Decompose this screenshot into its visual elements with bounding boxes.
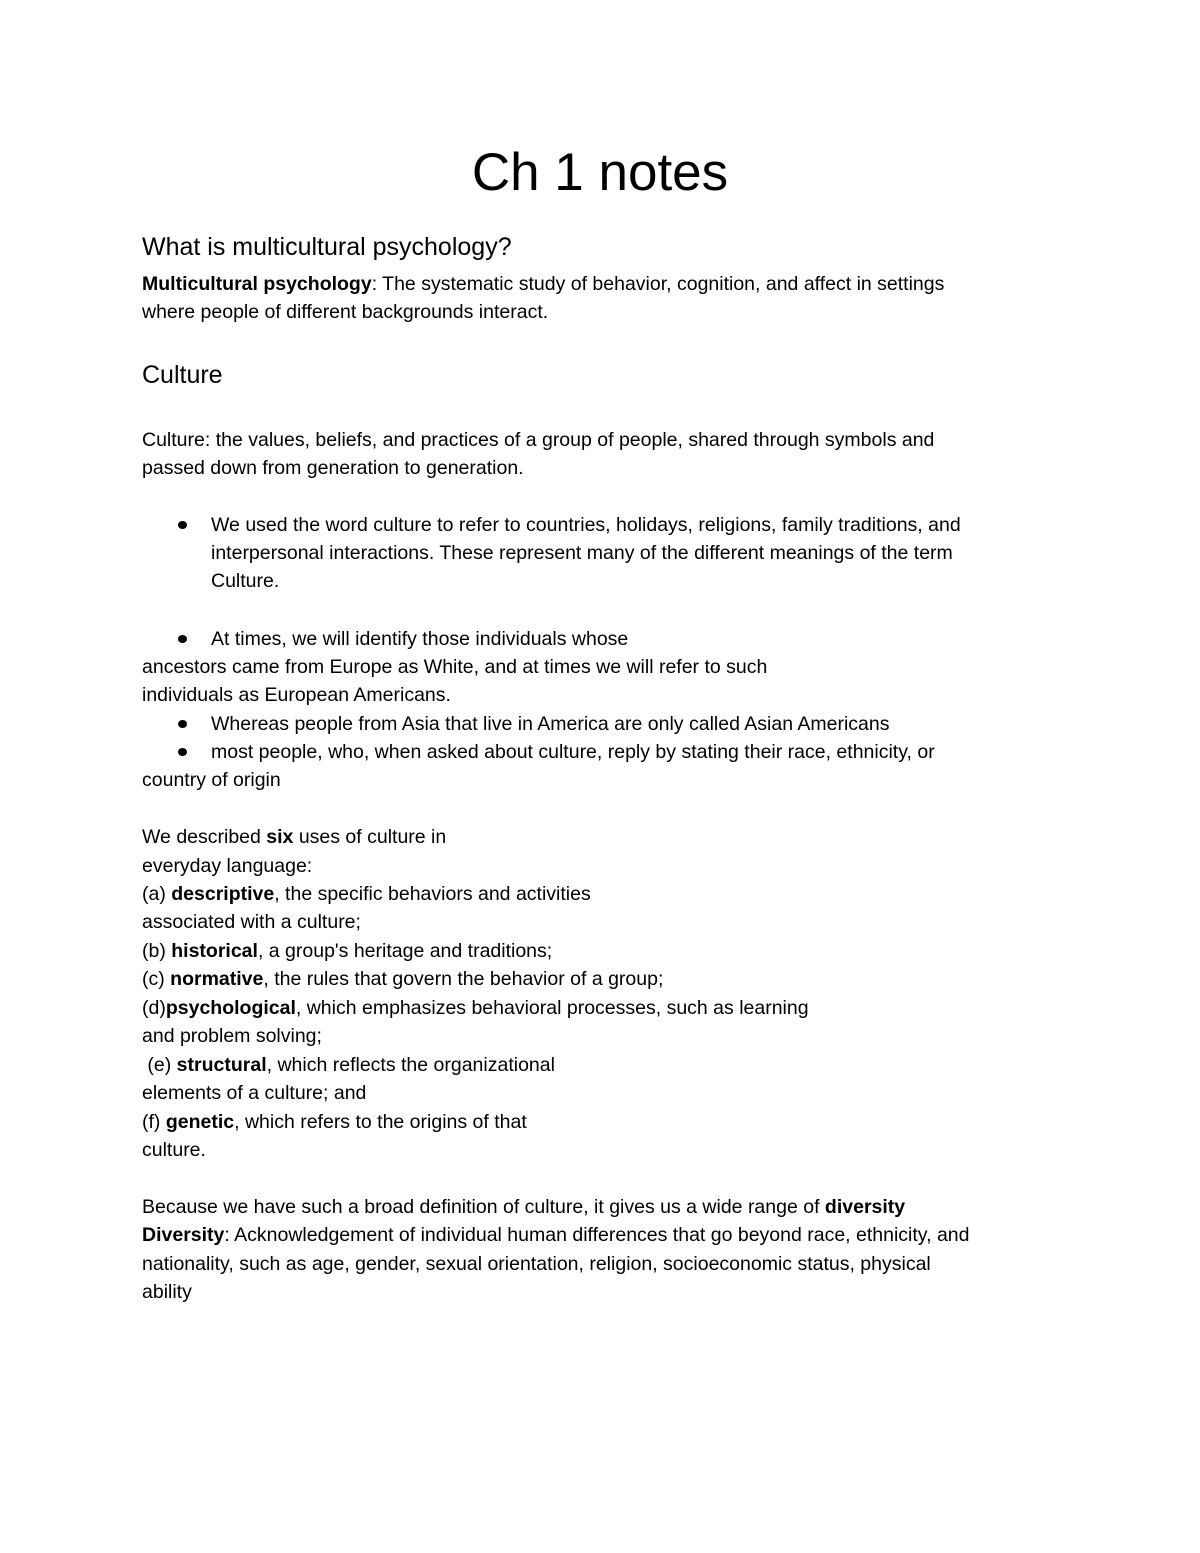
section-heading-multicultural-psychology: What is multicultural psychology? <box>142 233 512 261</box>
bullet-item-culture-uses: We used the word culture to refer to countries, holidays, religions, family traditions, and <box>211 514 961 536</box>
use-a-descriptive-cont: associated with a culture; <box>142 911 361 933</box>
term-descriptive: descriptive <box>171 883 275 905</box>
list-marker: (e) <box>142 1054 177 1076</box>
term-psychological: psychological <box>165 997 296 1019</box>
emphasis-six: six <box>266 826 294 848</box>
culture-definition-cont: passed down from generation to generation. <box>142 457 524 479</box>
use-d-psychological-cont: and problem solving; <box>142 1025 322 1047</box>
bullet-dot <box>178 720 187 728</box>
list-marker: (a) <box>142 883 172 905</box>
use-c-normative <box>142 965 663 994</box>
term-normative: normative <box>170 968 264 990</box>
list-marker: (c) <box>142 968 171 990</box>
text: , a group's heritage and traditions; <box>257 940 553 962</box>
bullet-item-culture-reply: most people, who, when asked about culture, reply by stating their race, ethnicity, or <box>211 741 935 763</box>
multicultural-psychology-definition <box>142 270 944 299</box>
bullet-dot <box>178 635 187 643</box>
term-historical: historical <box>171 940 258 962</box>
bullet-item-white-identification-cont: ancestors came from Europe as White, and at times we will refer to such <box>142 656 768 678</box>
six-uses-intro-cont: everyday language: <box>142 855 313 877</box>
definition-text: : The systematic study of behavior, cognition, and affect in settings <box>371 273 945 295</box>
use-e-structural-cont: elements of a culture; and <box>142 1082 367 1104</box>
use-a-descriptive <box>142 880 591 909</box>
text: We described <box>142 826 267 848</box>
multicultural-psychology-definition-cont: where people of different backgrounds interact. <box>142 301 549 323</box>
list-marker: (d) <box>142 997 166 1019</box>
bullet-item-culture-uses-cont: interpersonal interactions. These represent many of the different meanings of the term <box>211 542 953 564</box>
page-title: Ch 1 notes <box>471 143 729 202</box>
text: , which emphasizes behavioral processes, such as learning <box>295 997 809 1019</box>
list-marker: (f) <box>142 1111 166 1133</box>
section-heading-culture: Culture <box>142 361 223 389</box>
text: uses of culture in <box>293 826 447 848</box>
bullet-item-culture-reply-cont: country of origin <box>142 769 281 791</box>
use-b-historical <box>142 937 552 966</box>
text: Because we have such a broad definition of culture, it gives us a wide range of <box>142 1196 825 1218</box>
diversity-definition-cont: ability <box>142 1281 192 1303</box>
bullet-item-white-identification: At times, we will identify those individuals whose <box>211 628 629 650</box>
term-genetic: genetic <box>165 1111 235 1133</box>
bullet-item-asian-americans: Whereas people from Asia that live in America are only called Asian Americans <box>211 713 890 735</box>
diversity-intro <box>142 1193 905 1222</box>
text: , which refers to the origins of that <box>234 1111 527 1133</box>
bullet-dot <box>178 748 187 756</box>
term-multicultural-psychology: Multicultural psychology <box>142 273 372 295</box>
bullet-item-white-identification-cont: individuals as European Americans. <box>142 684 451 706</box>
text: , the specific behaviors and activities <box>274 883 591 905</box>
use-d-psychological <box>142 994 809 1023</box>
diversity-definition-cont: nationality, such as age, gender, sexual orientation, religion, socioeconomic status, physical <box>142 1253 931 1275</box>
definition-text: : Acknowledgement of individual human differences that go beyond race, ethnicity, and <box>224 1224 970 1246</box>
use-f-genetic-cont: culture. <box>142 1139 206 1161</box>
use-e-structural <box>142 1051 555 1080</box>
text: , the rules that govern the behavior of a group; <box>263 968 664 990</box>
bullet-dot <box>178 521 187 529</box>
bullet-item-culture-uses-cont: Culture. <box>211 570 280 592</box>
culture-definition: Culture: the values, beliefs, and practices of a group of people, shared through symbols and <box>142 429 935 451</box>
use-f-genetic <box>142 1108 527 1137</box>
six-uses-intro <box>142 823 446 852</box>
diversity-definition <box>142 1221 969 1250</box>
list-marker: (b) <box>142 940 172 962</box>
term-structural: structural <box>176 1054 267 1076</box>
term-diversity: Diversity <box>142 1224 225 1246</box>
emphasis-diversity: diversity <box>824 1196 906 1218</box>
text: , which reflects the organizational <box>266 1054 555 1076</box>
